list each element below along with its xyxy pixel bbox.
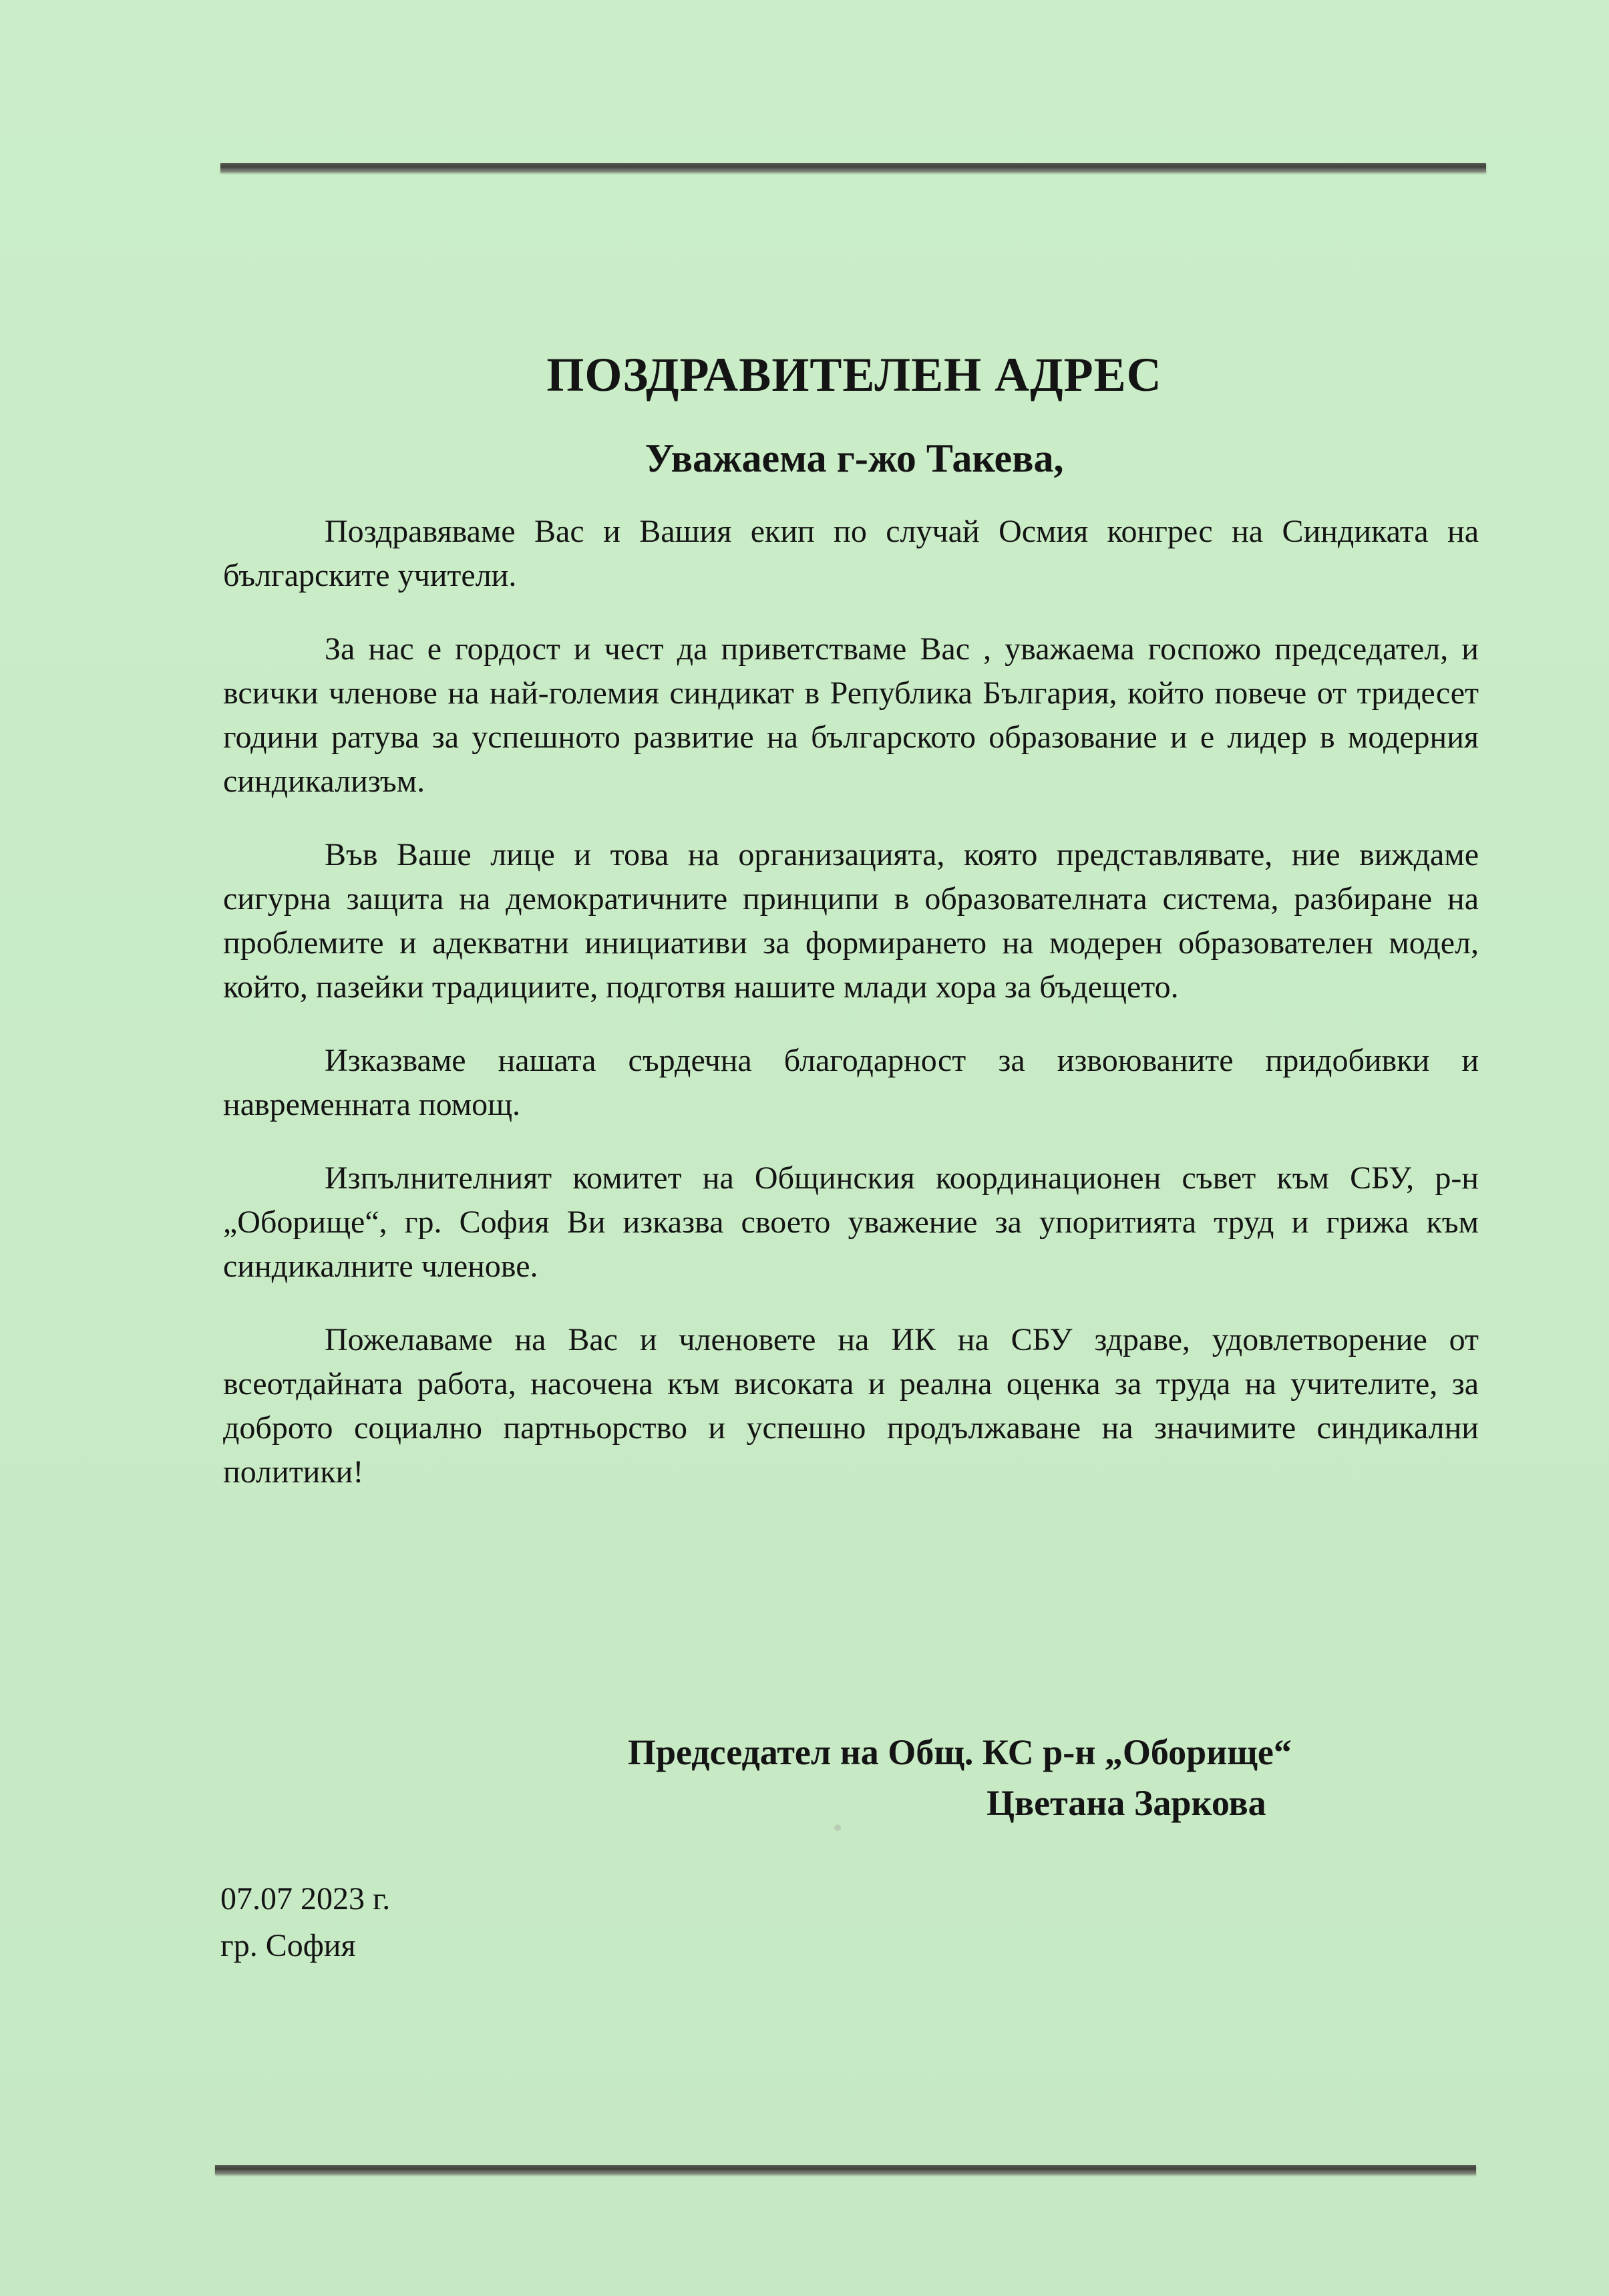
letter-date: 07.07 2023 г. bbox=[220, 1881, 391, 1917]
paragraph-2: За нас е гордост и чест да приветстваме Вас , уважаема госпожо председател, и всички членове на най-големия синдикат в Република България, който повече от тридесет години ратува за успешното развитие на българското образование и е лидер в модерния синдикализъм. bbox=[223, 631, 1479, 799]
paragraph-5: Изпълнителният комитет на Общинския координационен съвет към СБУ, р-н „Оборище“, гр. София Ви изказва своето уважение за упоритията труд и грижа към синдикалните членове. bbox=[223, 1160, 1479, 1284]
paragraph-6: Пожелаваме на Вас и членовете на ИК на СБУ здраве, удовлетворение от всеотдайната работа, насочена към високата и реална оценка за труда на учителите, за доброто социално партньорство и успешно продължаване на значимите синдикални политики! bbox=[223, 1322, 1479, 1490]
document-title: ПОЗДРАВИТЕЛЕН АДРЕС bbox=[546, 348, 1162, 401]
bottom-divider bbox=[215, 2165, 1476, 2174]
paragraph-4: Изказваме нашата сърдечна благодарност за извоюваните придобивки и навременната помощ. bbox=[223, 1043, 1479, 1122]
paragraph-3: Във Ваше лице и това на организацията, която представлявате, ние виждаме сигурна защита на демократичните принципи в образователната система, разбиране на проблемите и адекватни инициативи за формирането на модерен образователен модел, който, пазейки традициите, подготвя нашите млади хора за бъдещето. bbox=[223, 837, 1479, 1005]
signature-block bbox=[628, 1727, 1476, 1828]
date-place-block bbox=[220, 1876, 390, 1969]
paragraph-1: Поздравяваме Вас и Вашия екип по случай Осмия конгрес на Синдиката на българските учители. bbox=[223, 514, 1479, 593]
top-divider bbox=[220, 163, 1486, 172]
signatory-name: Цветана Заркова bbox=[987, 1783, 1266, 1823]
letter-body bbox=[223, 510, 1479, 1524]
salutation: Уважаема г-жо Такева, bbox=[645, 436, 1064, 480]
signatory-role: Председател на Общ. КС р-н „Оборище“ bbox=[628, 1732, 1292, 1772]
letter-place: гр. София bbox=[220, 1928, 356, 1963]
